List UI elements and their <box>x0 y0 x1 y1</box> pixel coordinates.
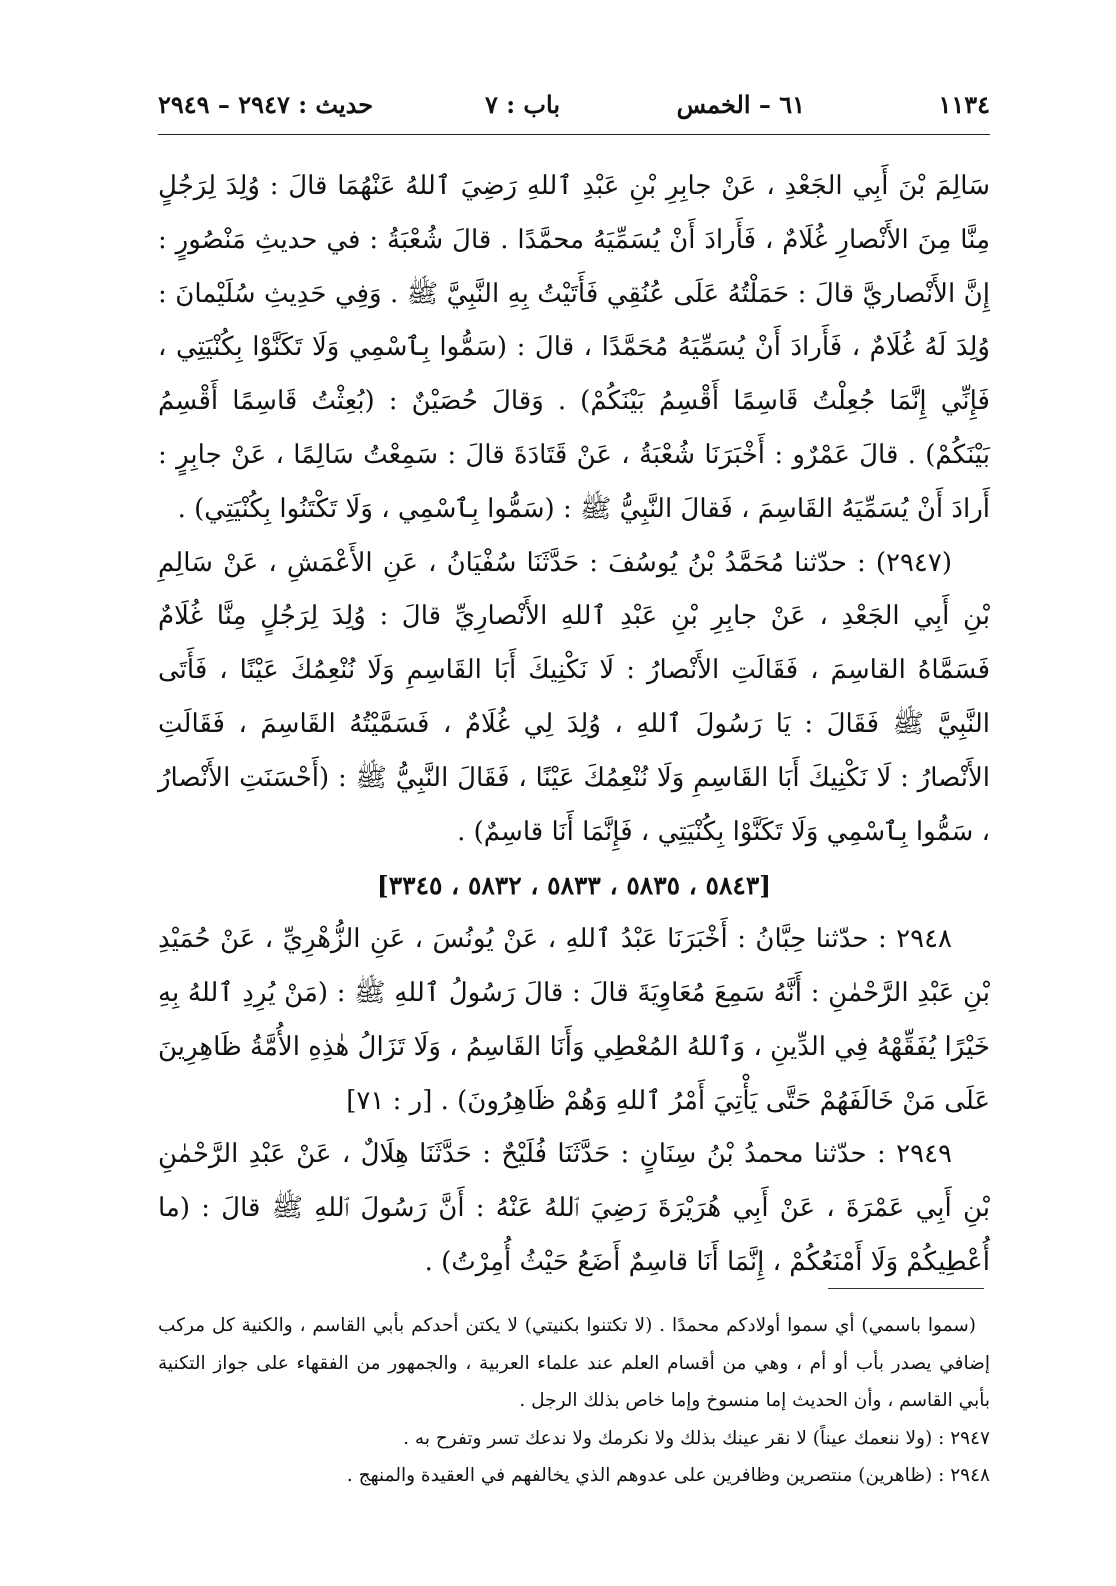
hadith-2948: ٢٩٤٨ : حدّثنا حِبَّانُ : أَخْبَرَنَا عَبْدُ ٱللهِ ، عَنْ يُونُسَ ، عَنِ الزُّهْرِيِّ ، عَنْ حُمَيْدِ بْنِ عَبْدِ الرَّحْمٰنِ : أَنَّهُ سَمِعَ مُعَاوِيَةَ قالَ : قالَ رَسُولُ ٱللهِ ﷺ : (مَنْ يُرِدِ ٱللهُ بِهِ خَيْرًا يُفَقِّهْهُ فِي الدِّينِ ، وَٱللهُ المُعْطِي وَأَنَا القَاسِمُ ، وَلَا تَزَالُ هٰذِهِ الأُمَّةُ ظَاهِرِينَ عَلَى مَنْ خَالَفَهُمْ حَتَّى يَأْتِيَ أَمْرُ ٱللهِ وَهُمْ ظَاهِرُونَ) . [ر : ٧١] <box>158 924 990 1116</box>
hadith-2949: ٢٩٤٩ : حدّثنا محمدُ بْنُ سِنَانٍ : حَدَّثَنَا فُلَيْحٌ : حَدَّثَنَا هِلَالٌ ، عَنْ عَبْدِ الرَّحْمٰنِ بْنِ أَبِي عَمْرَةَ ، عَنْ أَبِي هُرَيْرَةَ رَضِيَ ٱللهُ عَنْهُ : أَنَّ رَسُولَ ٱللهِ ﷺ قالَ : (ما أُعْطِيكُمْ وَلَا أَمْنَعُكُمْ ، إِنَّمَا أَنَا قاسِمٌ أَضَعُ حَيْثُ أُمِرْتُ) . <box>158 1139 990 1277</box>
footnote-2947: ٢٩٤٧ : (ولا ننعمك عيناً) لا نقر عينك بذلك ولا نكرمك ولا ندعك تسر وتفرح به . <box>403 1427 990 1449</box>
book-title: ٦١ – الخمس <box>676 90 805 119</box>
hadith-2947: (٢٩٤٧) : حدّثنا مُحَمَّدُ بْنُ يُوسُفَ : حَدَّثَنَا سُفْيَانُ ، عَنِ الأَعْمَشِ ، عَنْ سَالِمِ بْنِ أَبِي الجَعْدِ ، عَنْ جابِرِ بْنِ عَبْدِ ٱللهِ الأَنْصارِيِّ قالَ : وُلِدَ لِرَجُلٍ مِنَّا غُلَامٌ فَسَمَّاهُ القاسِمَ ، فَقَالَتِ الأَنْصارُ : لَا نَكْنِيكَ أَبَا القَاسِمِ وَلَا نُنْعِمُكَ عَيْنًا ، فَأَتَى النَّبِيَّ ﷺ فَقَالَ : يَا رَسُولَ ٱللهِ ، وُلِدَ لِي غُلَامٌ ، فَسَمَّيْتُهُ القَاسِمَ ، فَقَالَتِ الأَنْصارُ : لَا نَكْنِيكَ أَبَا القَاسِمِ وَلَا نُنْعِمُكَ عَيْنًا ، فَقَالَ النَّبِيُّ ﷺ : (أَحْسَنَتِ الأَنْصارُ ، سَمُّوا بِٱسْمِي وَلَا تَكَنَّوْا بِكُنْيَتِي ، فَإِنَّمَا أَنَا قاسِمٌ) . <box>158 547 990 847</box>
paragraph-continuation: سَالِمَ بْنَ أَبِي الجَعْدِ ، عَنْ جابِرِ بْنِ عَبْدِ ٱللهِ رَضِيَ ٱللهُ عَنْهُمَا قالَ : وُلِدَ لِرَجُلٍ مِنَّا مِنَ الأَنْصارِ غُلَامٌ ، فَأَرادَ أَنْ يُسَمِّيَهُ محمَّدًا . قالَ شُعْبَةُ : في حديثِ مَنْصُورٍ : إِنَّ الأَنْصاريَّ قالَ : حَمَلْتُهُ عَلَى عُنُقِي فَأَتَيْتُ بِهِ النَّبِيَّ ﷺ . وَفِي حَدِيثِ سُلَيْمانَ : وُلِدَ لَهُ غُلَامٌ ، فَأَرادَ أَنْ يُسَمِّيَهُ مُحَمَّدًا ، قالَ : (سَمُّوا بِٱسْمِي وَلَا تَكَنَّوْا بِكُنْيَتِي ، فَإِنِّي إِنَّمَا جُعِلْتُ قَاسِمًا أَقْسِمُ بَيْنَكُمْ) . وَقالَ حُصَيْنٌ : (بُعِثْتُ قَاسِمًا أَقْسِمُ بَيْنَكُمْ) . قالَ عَمْرٌو : أَخْبَرَنَا شُعْبَةُ ، عَنْ قَتَادَةَ قالَ : سَمِعْتُ سَالِمًا ، عَنْ جابِرٍ : أَرادَ أَنْ يُسَمِّيَهُ القَاسِمَ ، فَقالَ النَّبِيُّ ﷺ : (سَمُّوا بِٱسْمِي ، وَلَا تَكْتَنُوا بِكُنْيَتِي) . <box>158 171 990 524</box>
footnotes <box>158 1307 990 1495</box>
hadith-range: حديث : ٢٩٤٧ – ٢٩٤٩ <box>158 90 374 119</box>
cross-references: [٥٨٤٣ ، ٥٨٣٥ ، ٥٨٣٣ ، ٥٨٣٢ ، ٣٣٤٥] <box>376 871 772 901</box>
header-divider <box>158 134 990 135</box>
footnote-general: (سموا باسمي) أي سموا أولادكم محمدًا . (لا تكتنوا بكنيتي) لا يكتن أحدكم بأبي القاسم ، والكنية كل مركب إضافي يصدر بأب أو أم ، وهي من أقسام العلم عند علماء العربية ، والجمهور من الفقهاء على جواز التكنية بأبي القاسم ، وأن الحديث إما منسوخ وإما خاص بذلك الرجل . <box>158 1315 990 1411</box>
main-text <box>158 160 990 1290</box>
chapter-label: باب : ٧ <box>484 90 560 119</box>
footnote-2948: ٢٩٤٨ : (ظاهرين) منتصرين وظافرين على عدوهم الذي يخالفهم في العقيدة والمنهج . <box>346 1465 990 1486</box>
page-number: ١١٣٤ <box>938 90 990 119</box>
footnote-divider <box>828 1288 984 1289</box>
page-header <box>158 84 990 124</box>
